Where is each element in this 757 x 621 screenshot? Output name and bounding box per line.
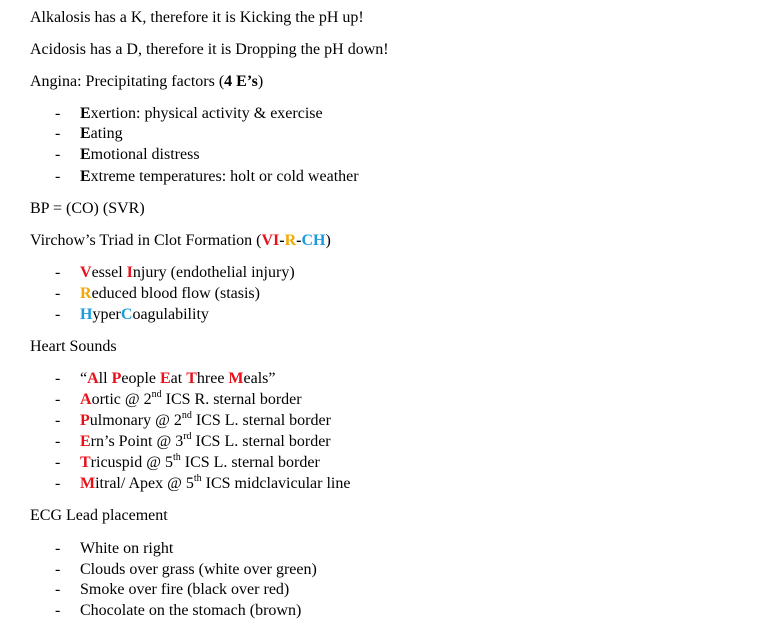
virchow-heading: Virchow’s Triad in Clot Formation (VI-R-CH) [30,232,331,249]
angina-heading: Angina: Precipitating factors (4 E’s) [30,73,264,90]
acidosis-line: Acidosis has a D, therefore it is Dropping the pH down! [30,41,389,58]
heart-sounds-heading: Heart Sounds [30,338,117,355]
bp-formula: BP = (CO) (SVR) [30,200,145,217]
alkalosis-line: Alkalosis has a K, therefore it is Kicking the pH up! [30,9,364,26]
ecg-heading: ECG Lead placement [30,507,168,524]
